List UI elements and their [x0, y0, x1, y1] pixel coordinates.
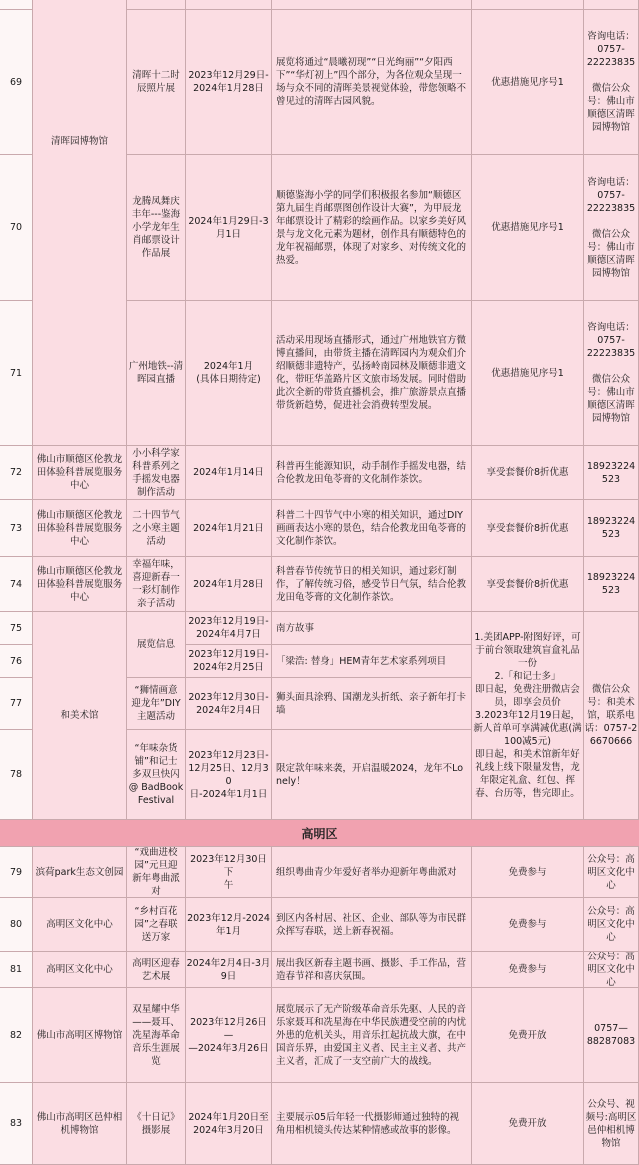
cell-offer — [472, 612, 584, 820]
no-text: 83 — [9, 1118, 23, 1129]
cell-date — [186, 500, 272, 557]
cell-venue — [33, 847, 127, 898]
cell-no — [0, 301, 33, 446]
cell-desc — [272, 898, 472, 952]
cell-no — [0, 988, 33, 1083]
date-text: 2024年2月4日-3月 9日 — [186, 957, 271, 982]
offer-text: 免费参与 — [508, 964, 547, 975]
cell-venue — [33, 898, 127, 952]
cell-title — [127, 557, 186, 612]
cell-desc — [272, 988, 472, 1083]
cell-offer — [472, 952, 584, 988]
offer-text: 享受套餐价8折优惠 — [486, 522, 569, 534]
contact-text: 18923224 523 — [586, 572, 636, 596]
venue-text: 佛山市高明区邑仲相机博物馆 — [36, 1111, 123, 1136]
contact-text: 公众号：高明区文化中心 — [587, 952, 635, 988]
cell-no — [0, 847, 33, 898]
desc-text: 科普二十四节气中小寒的相关知识，通过DIY画画表达小寒的景色，结合伦教龙田龟苓膏的文化制作茶饮。 — [276, 509, 467, 547]
cell-offer — [472, 847, 584, 898]
date-text: 2023年12月30日下 午 — [190, 853, 267, 891]
no-text: 79 — [9, 866, 23, 878]
contact-text: 咨询电话： 0757- 22223835 微信公众号：佛山市顺德区清晖园博物馆 — [586, 176, 636, 279]
desc-text: 展出我区新春主题书画、摄影、手工作品，营造春节祥和喜庆氛围。 — [276, 957, 467, 982]
title-text: 《十日记》 摄影展 — [132, 1111, 180, 1136]
title-text: 小小科学家 科普系列之 手摇发电器 制作活动 — [132, 447, 180, 498]
cell-no — [0, 645, 33, 678]
desc-text: 展览将通过“晨曦初现”“日光绚丽”“夕阳西下”“华灯初上”四个部分，为各位观众呈现一场与众不同的清晖美景视觉体验，带您领略不曾见过的清晖古园风貌。 — [276, 57, 467, 107]
cell-desc — [272, 500, 472, 557]
contact-text: 咨询电话： 0757- 22223835 微信公众号：佛山市顺德区清晖园博物馆 — [586, 31, 636, 133]
date-text: 2023年12月29日- 2024年1月28日 — [188, 70, 269, 94]
contact-text: 公众号：高明区文化中心 — [587, 853, 635, 891]
no-text: 73 — [9, 522, 23, 534]
contact-text: 公众号、视频号:高明区邑仲相机博物馆 — [585, 1098, 637, 1149]
date-text: 2024年1月21日 — [193, 522, 264, 534]
desc-text: 组织粤曲青少年爱好者举办迎新年粤曲派对 — [276, 866, 457, 878]
section-header: 高明区 — [0, 820, 639, 847]
cell-title — [127, 988, 186, 1083]
no-text: 76 — [9, 655, 23, 667]
no-text: 82 — [9, 1029, 23, 1041]
cell-contact — [584, 557, 639, 612]
venue-text: 滨荷park生态文创园 — [35, 866, 124, 878]
date-text: 2024年1月28日 — [193, 578, 264, 590]
cell-continued — [186, 0, 272, 10]
offer-text: 优惠措施见序号1 — [491, 76, 564, 88]
desc-text: 狮头面具涂鸦、国潮龙头折纸、亲子新年打卡墙 — [276, 691, 467, 716]
no-text: 81 — [9, 964, 23, 975]
cell-desc — [272, 10, 472, 155]
cell-venue — [33, 1083, 127, 1165]
date-text: 2023年12月30日- 2024年2月4日 — [188, 691, 269, 716]
date-text: 2023年12月19日- 2024年2月25日 — [188, 649, 269, 673]
desc-text: 主要展示05后年轻一代摄影师通过独特的视角用相机镜头传达某种情感或故事的影像。 — [276, 1111, 460, 1136]
title-text: 二十四节气 之小寒主题 活动 — [132, 509, 180, 547]
title-text: 双星耀中华 ——聂耳、 冼星海革命 音乐生涯展 览 — [132, 1003, 180, 1067]
cell-date — [186, 557, 272, 612]
cell-title — [127, 847, 186, 898]
title-text: 展览信息 — [136, 639, 175, 650]
cell-date — [186, 678, 272, 730]
cell-offer — [472, 301, 584, 446]
cell-no — [0, 678, 33, 730]
title-text: 幸福年味， 喜迎新春一 一彩灯制作 亲子活动 — [132, 559, 180, 609]
offer-text: 优惠措施见序号1 — [491, 367, 564, 379]
cell-venue — [33, 446, 127, 500]
cell-title — [127, 446, 186, 500]
date-text: 2024年1月14日 — [193, 467, 264, 478]
title-text: 清晖十二时 辰照片展 — [132, 70, 180, 94]
desc-text: 顺德鉴海小学的同学们积极报名参加“顺德区第九届生肖邮票图创作设计大赛”，为甲辰龙年邮票设计了精彩的绘画作品。以家乡美好风景与龙文化元素为题材，创作具有顺德特色的龙年祝福邮票，体现了对家乡、对传统文化的热爱。 — [276, 189, 467, 266]
date-text: 2023年12月-2024 年1月 — [187, 912, 270, 937]
cell-continued — [272, 0, 472, 10]
title-text: “戏曲进校 园”元旦迎 新年粤曲派 对 — [132, 847, 180, 897]
cell-contact — [584, 155, 639, 301]
cell-desc — [272, 155, 472, 301]
cell-venue — [33, 612, 127, 820]
cell-continued — [472, 0, 584, 10]
cell-offer — [472, 898, 584, 952]
cell-contact — [584, 10, 639, 155]
cell-title — [127, 730, 186, 820]
cell-offer — [472, 557, 584, 612]
cell-offer — [472, 1083, 584, 1165]
cell-no — [0, 730, 33, 820]
cell-offer — [472, 10, 584, 155]
cell-desc — [272, 952, 472, 988]
contact-text: 公众号：高明区文化中心 — [587, 906, 635, 943]
no-text: 80 — [9, 919, 23, 930]
venue-text: 佛山市高明区博物馆 — [36, 1029, 123, 1041]
cell-title — [127, 612, 186, 678]
cell-title — [127, 952, 186, 988]
cell-date — [186, 155, 272, 301]
no-text: 78 — [9, 769, 23, 780]
cell-desc — [272, 446, 472, 500]
no-text: 72 — [9, 467, 23, 478]
venue-text: 清晖园博物馆 — [50, 136, 108, 147]
date-text: 2024年1月20日至 2024年3月20日 — [188, 1111, 269, 1136]
cell-no — [0, 952, 33, 988]
venue-text: 高明区文化中心 — [46, 964, 113, 975]
cell-contact — [584, 847, 639, 898]
cell-venue — [33, 988, 127, 1083]
cell-date — [186, 301, 272, 446]
cell-date — [186, 446, 272, 500]
cell-date — [186, 730, 272, 820]
offer-text: 免费参与 — [508, 866, 547, 878]
cell-date — [186, 898, 272, 952]
no-text: 69 — [9, 76, 23, 88]
date-text: 2023年12月23日- 12月25日、12月30 日-2024年1月1日 — [188, 749, 269, 800]
venue-text: 高明区文化中心 — [46, 919, 113, 930]
cell-title — [127, 898, 186, 952]
cell-no — [0, 1083, 33, 1165]
venue-text: 佛山市顺德区伦教龙田体验科普展览服务中心 — [36, 509, 123, 547]
cell-offer — [472, 988, 584, 1083]
cell-contact — [584, 500, 639, 557]
contact-text: 咨询电话： 0757- 22223835 微信公众号：佛山市顺德区清晖园博物馆 — [586, 322, 636, 424]
cell-contact — [584, 446, 639, 500]
cell-contact — [584, 612, 639, 820]
offer-text: 优惠措施见序号1 — [491, 222, 564, 233]
offer-text: 免费开放 — [508, 1118, 547, 1129]
cell-contact — [584, 301, 639, 446]
contact-text: 微信公众号：和美术馆，联系电话：0757-26670666 — [584, 684, 638, 747]
cell-desc — [272, 847, 472, 898]
cell-title — [127, 155, 186, 301]
cell-date — [186, 612, 272, 645]
date-text: 2023年12月19日- 2024年4月7日 — [188, 616, 269, 640]
cell-venue — [33, 500, 127, 557]
cell-desc — [272, 678, 472, 730]
cell-offer — [472, 155, 584, 301]
offer-text: 享受套餐价8折优惠 — [486, 467, 569, 478]
cell-contact — [584, 952, 639, 988]
title-text: “乡村百花 园”之春联 送万家 — [134, 906, 178, 943]
contact-text: 18923224 523 — [586, 516, 636, 540]
date-text: 2024年1月29日-3 月1日 — [188, 215, 269, 240]
cell-continued — [0, 0, 33, 10]
date-text: 2023年12月26日— —2024年3月26日 — [188, 1016, 269, 1054]
cell-date — [186, 847, 272, 898]
no-text: 77 — [9, 698, 23, 709]
venue-text: 佛山市顺德区伦教龙田体验科普展览服务中心 — [36, 565, 123, 603]
cell-desc — [272, 1083, 472, 1165]
cell-desc — [272, 301, 472, 446]
cell-date — [186, 645, 272, 678]
offer-text: 免费开放 — [508, 1029, 547, 1041]
cell-title — [127, 10, 186, 155]
cell-title — [127, 678, 186, 730]
cell-desc — [272, 645, 472, 678]
no-text: 74 — [9, 578, 23, 590]
title-text: “年味杂货 铺”和记士 多双旦快闪 @ BadBook Festival — [128, 743, 184, 806]
desc-text: 活动采用现场直播形式，通过广州地铁官方微博直播间，由带货主播在清晖园内为观众们介绍顺德非遗特产，弘扬岭南园林及顺德非遗文化，带旺华盖路片区文旅市场发展。同时借助此次全新的带货直播机会，推广旅游景点直播带货新趋势，促进社会消费转型发展。 — [276, 335, 467, 411]
cell-desc — [272, 612, 472, 645]
venue-text: 佛山市顺德区伦教龙田体验科普展览服务中心 — [36, 454, 123, 491]
no-text: 71 — [9, 367, 23, 379]
title-text: 广州地铁--清 晖园直播 — [128, 361, 184, 385]
cell-no — [0, 557, 33, 612]
cell-continued — [584, 0, 639, 10]
cell-no — [0, 898, 33, 952]
date-text: 2024年1月 (具体日期待定) — [196, 361, 261, 385]
cell-no — [0, 446, 33, 500]
cell-venue — [33, 952, 127, 988]
cell-desc — [272, 557, 472, 612]
cell-no — [0, 10, 33, 155]
cell-date — [186, 988, 272, 1083]
cell-contact — [584, 1083, 639, 1165]
cell-no — [0, 612, 33, 645]
desc-text: 科普再生能源知识，动手制作手摇发电器，结合伦教龙田龟苓膏的文化制作茶饮。 — [276, 460, 467, 485]
cell-title — [127, 301, 186, 446]
offer-text: 享受套餐价8折优惠 — [486, 578, 569, 590]
cell-offer — [472, 446, 584, 500]
cell-date — [186, 952, 272, 988]
title-text: 高明区迎春 艺术展 — [132, 957, 180, 982]
cell-title — [127, 1083, 186, 1165]
desc-text: 限定款年味来袭，开启温暖2024，龙年不Lonely！ — [276, 762, 464, 787]
cell-venue — [33, 0, 127, 446]
cell-venue — [33, 557, 127, 612]
cell-no — [0, 155, 33, 301]
cell-contact — [584, 898, 639, 952]
cell-no — [0, 500, 33, 557]
title-text: 龙腾凤舞庆 丰年---鉴海 小学龙年生 肖邮票设计 作品展 — [131, 196, 181, 259]
cell-offer — [472, 500, 584, 557]
cell-desc — [272, 730, 472, 820]
desc-text: 科普春节传统节日的相关知识，通过彩灯制作，了解传统习俗，感受节日气氛，结合伦教龙田龟苓膏的文化制作茶饮。 — [276, 565, 467, 603]
title-text: “狮情画意 迎龙年”DIY 主题活动 — [131, 685, 181, 722]
offer-text: 免费参与 — [508, 919, 547, 930]
desc-text: 展览展示了无产阶级革命音乐先驱、人民的音乐家聂耳和冼星海在中华民族遭受空前的内忧外患的危机关头，用音乐扛起抗战大旗，在中国音乐界，由爱国主义者、民主主义者、共产主义者，汇成了一支空前广大的战线。 — [276, 1003, 467, 1067]
contact-text: 18923224 523 — [586, 460, 636, 485]
contact-text: 0757— 88287083 — [586, 1023, 636, 1047]
cell-contact — [584, 988, 639, 1083]
offer-text: 1.美团APP-附图好评，可于前台领取建筑盲盒礼品一份 2.「和记士多」 即日起，免费注册微店会员，即享会员价 3.2023年12月19日起，新人首单可享满减优惠(满100减5元) 即日起，和美术馆新年好礼线上线下限量发售，龙年限定礼盒、红包、挥春、台历等，售完即止。 — [473, 632, 582, 799]
no-text: 70 — [9, 222, 23, 233]
cell-date — [186, 1083, 272, 1165]
desc-text: 到区内各村居、社区、企业、部队等为市民群众挥写春联，送上新春祝福。 — [276, 912, 467, 937]
desc-text: 南方故事 — [276, 622, 315, 634]
cell-title — [127, 500, 186, 557]
desc-text: 「梁浩: 替身」HEM青年艺术家系列项目 — [276, 655, 447, 667]
venue-text: 和美术馆 — [60, 710, 99, 721]
cell-date — [186, 10, 272, 155]
no-text: 75 — [9, 622, 23, 634]
cell-continued — [127, 0, 186, 10]
